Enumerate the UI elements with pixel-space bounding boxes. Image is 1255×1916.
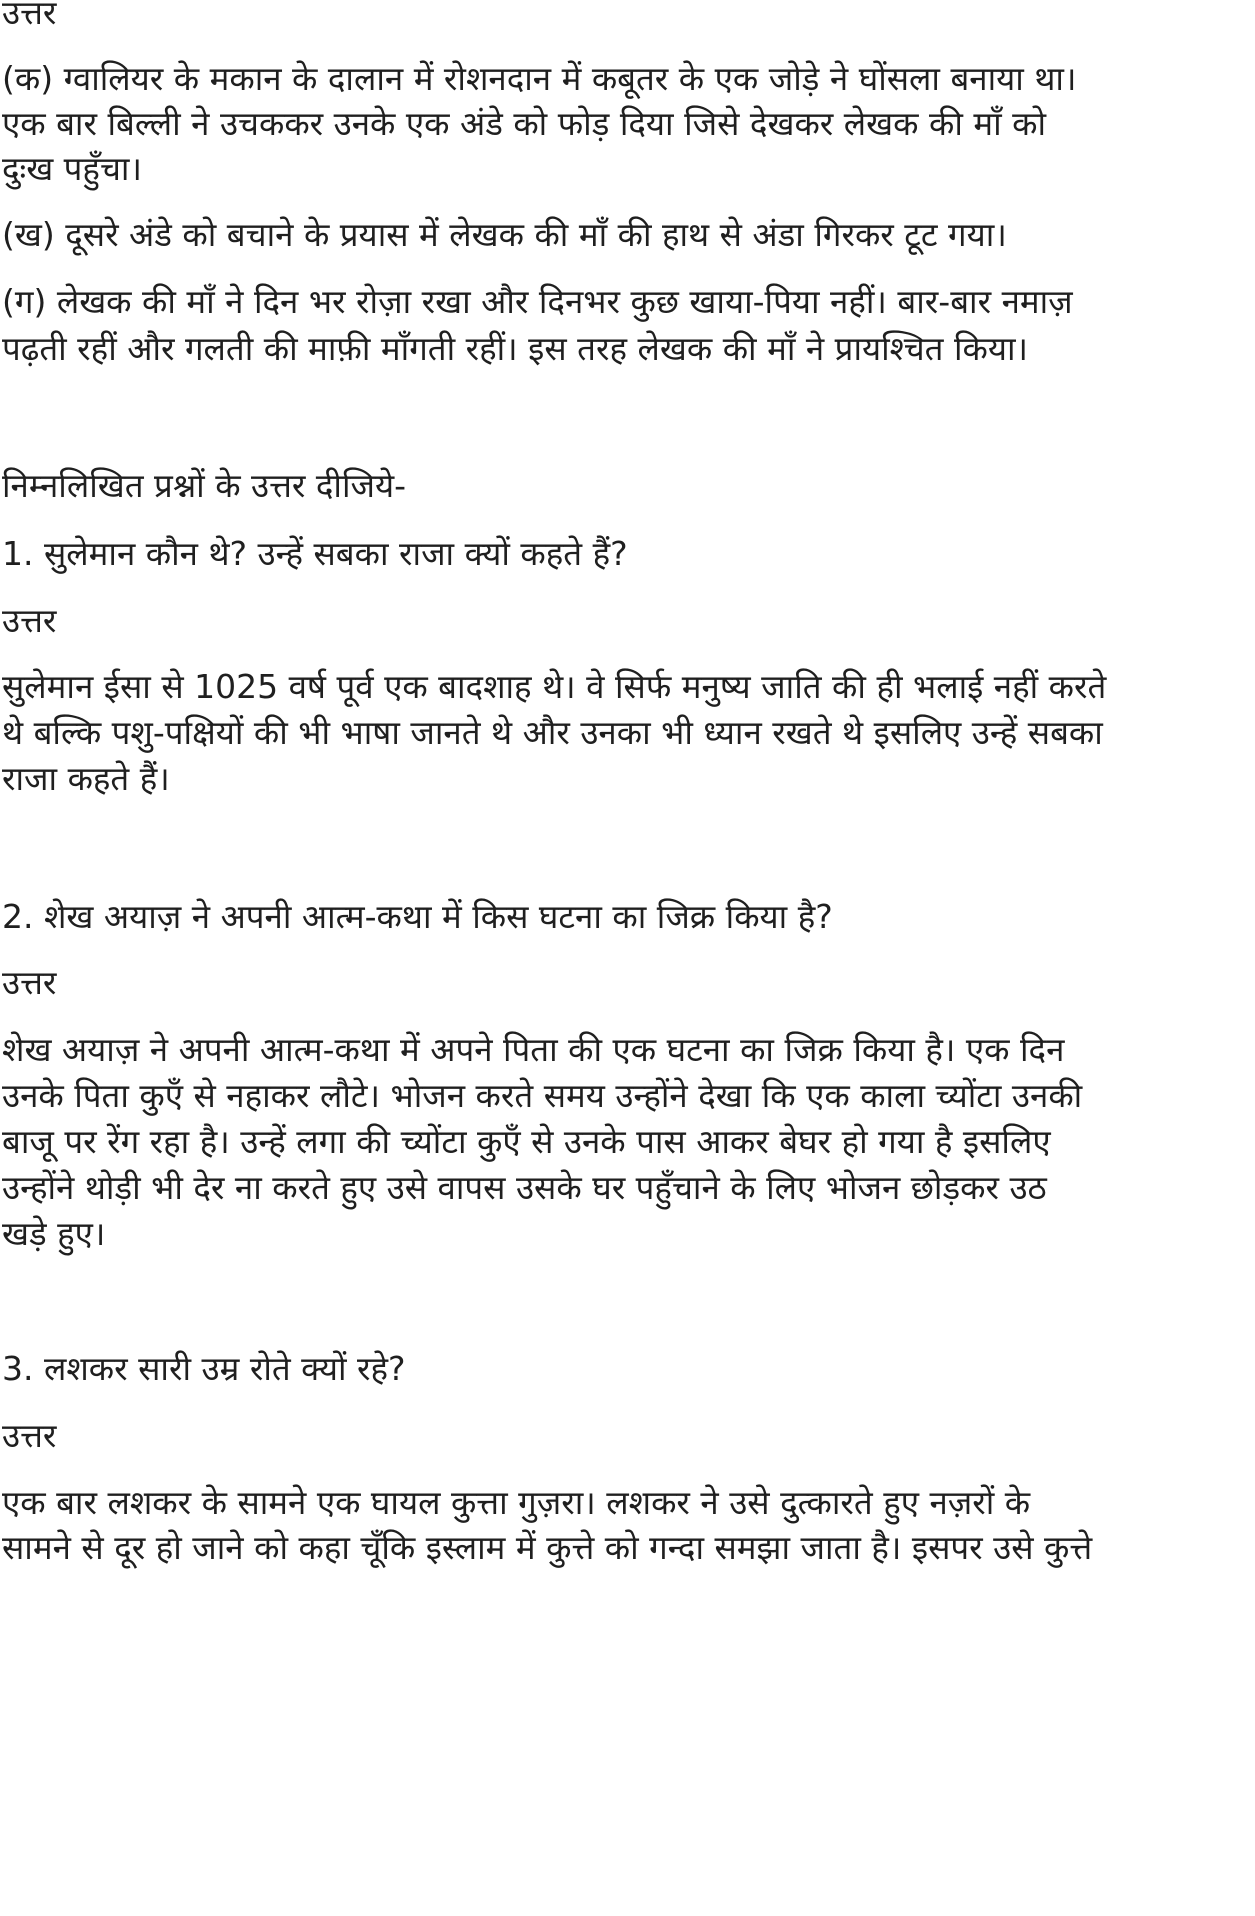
answer-ka-line-3: दुःख पहुँचा। [2, 149, 142, 188]
answer-ka-line-2: एक बार बिल्ली ने उचककर उनके एक अंडे को फोड़ दिया जिसे देखकर लेखक की माँ को [2, 104, 1047, 143]
question-3: 3. लशकर सारी उम्र रोते क्यों रहे? [2, 1349, 406, 1388]
question-1-answer-line-3: राजा कहते हैं। [2, 759, 170, 798]
question-1-answer-label: उत्तर [2, 601, 57, 640]
question-1-answer-line-2: थे बल्कि पशु-पक्षियों की भी भाषा जानते थे और उनका भी ध्यान रखते थे इसलिए उन्हें सबका [2, 713, 1103, 752]
question-2-answer-line-3: बाजू पर रेंग रहा है। उन्हें लगा की च्योंटा कुएँ से उनके पास आकर बेघर हो गया है इसलिए [2, 1122, 1051, 1161]
instructions-heading: निम्नलिखित प्रश्नों के उत्तर दीजिये- [2, 466, 407, 505]
question-2-answer-line-1: शेख अयाज़ ने अपनी आत्म-कथा में अपने पिता की एक घटना का जिक्र किया है। एक दिन [2, 1030, 1065, 1069]
answer-ga-line-2: पढ़ती रहीं और गलती की माफ़ी माँगती रहीं। इस तरह लेखक की माँ ने प्रायश्चित किया। [2, 329, 1029, 368]
answer-kha-line: (ख) दूसरे अंडे को बचाने के प्रयास में लेखक की माँ की हाथ से अंडा गिरकर टूट गया। [2, 215, 1007, 254]
answer-ga-line-1: (ग) लेखक की माँ ने दिन भर रोज़ा रखा और दिनभर कुछ खाया-पिया नहीं। बार-बार नमाज़ [2, 282, 1073, 321]
answer-label: उत्तर [2, 0, 57, 32]
question-1-answer-line-1: सुलेमान ईसा से 1025 वर्ष पूर्व एक बादशाह थे। वे सिर्फ मनुष्य जाति की ही भलाई नहीं करते [2, 667, 1107, 706]
question-1: 1. सुलेमान कौन थे? उन्हें सबका राजा क्यों कहते हैं? [2, 534, 628, 573]
answer-ka-line-1: (क) ग्वालियर के मकान के दालान में रोशनदान में कबूतर के एक जोड़े ने घोंसला बनाया था। [2, 59, 1077, 98]
question-2-answer-line-5: खड़े हुए। [2, 1214, 106, 1253]
question-3-answer-label: उत्तर [2, 1416, 57, 1455]
question-3-answer-line-2: सामने से दूर हो जाने को कहा चूँकि इस्लाम में कुत्ते को गन्दा समझा जाता है। इसपर उसे कुत्ते [2, 1528, 1093, 1567]
question-3-answer-line-1: एक बार लशकर के सामने एक घायल कुत्ता गुज़रा। लशकर ने उसे दुत्कारते हुए नज़रों के [2, 1483, 1031, 1522]
question-2: 2. शेख अयाज़ ने अपनी आत्म-कथा में किस घटना का जिक्र किया है? [2, 897, 833, 936]
question-2-answer-line-4: उन्होंने थोड़ी भी देर ना करते हुए उसे वापस उसके घर पहुँचाने के लिए भोजन छोड़कर उठ [2, 1168, 1047, 1207]
question-2-answer-label: उत्तर [2, 963, 57, 1002]
question-2-answer-line-2: उनके पिता कुएँ से नहाकर लौटे। भोजन करते समय उन्होंने देखा कि एक काला च्योंटा उनकी [2, 1076, 1083, 1115]
